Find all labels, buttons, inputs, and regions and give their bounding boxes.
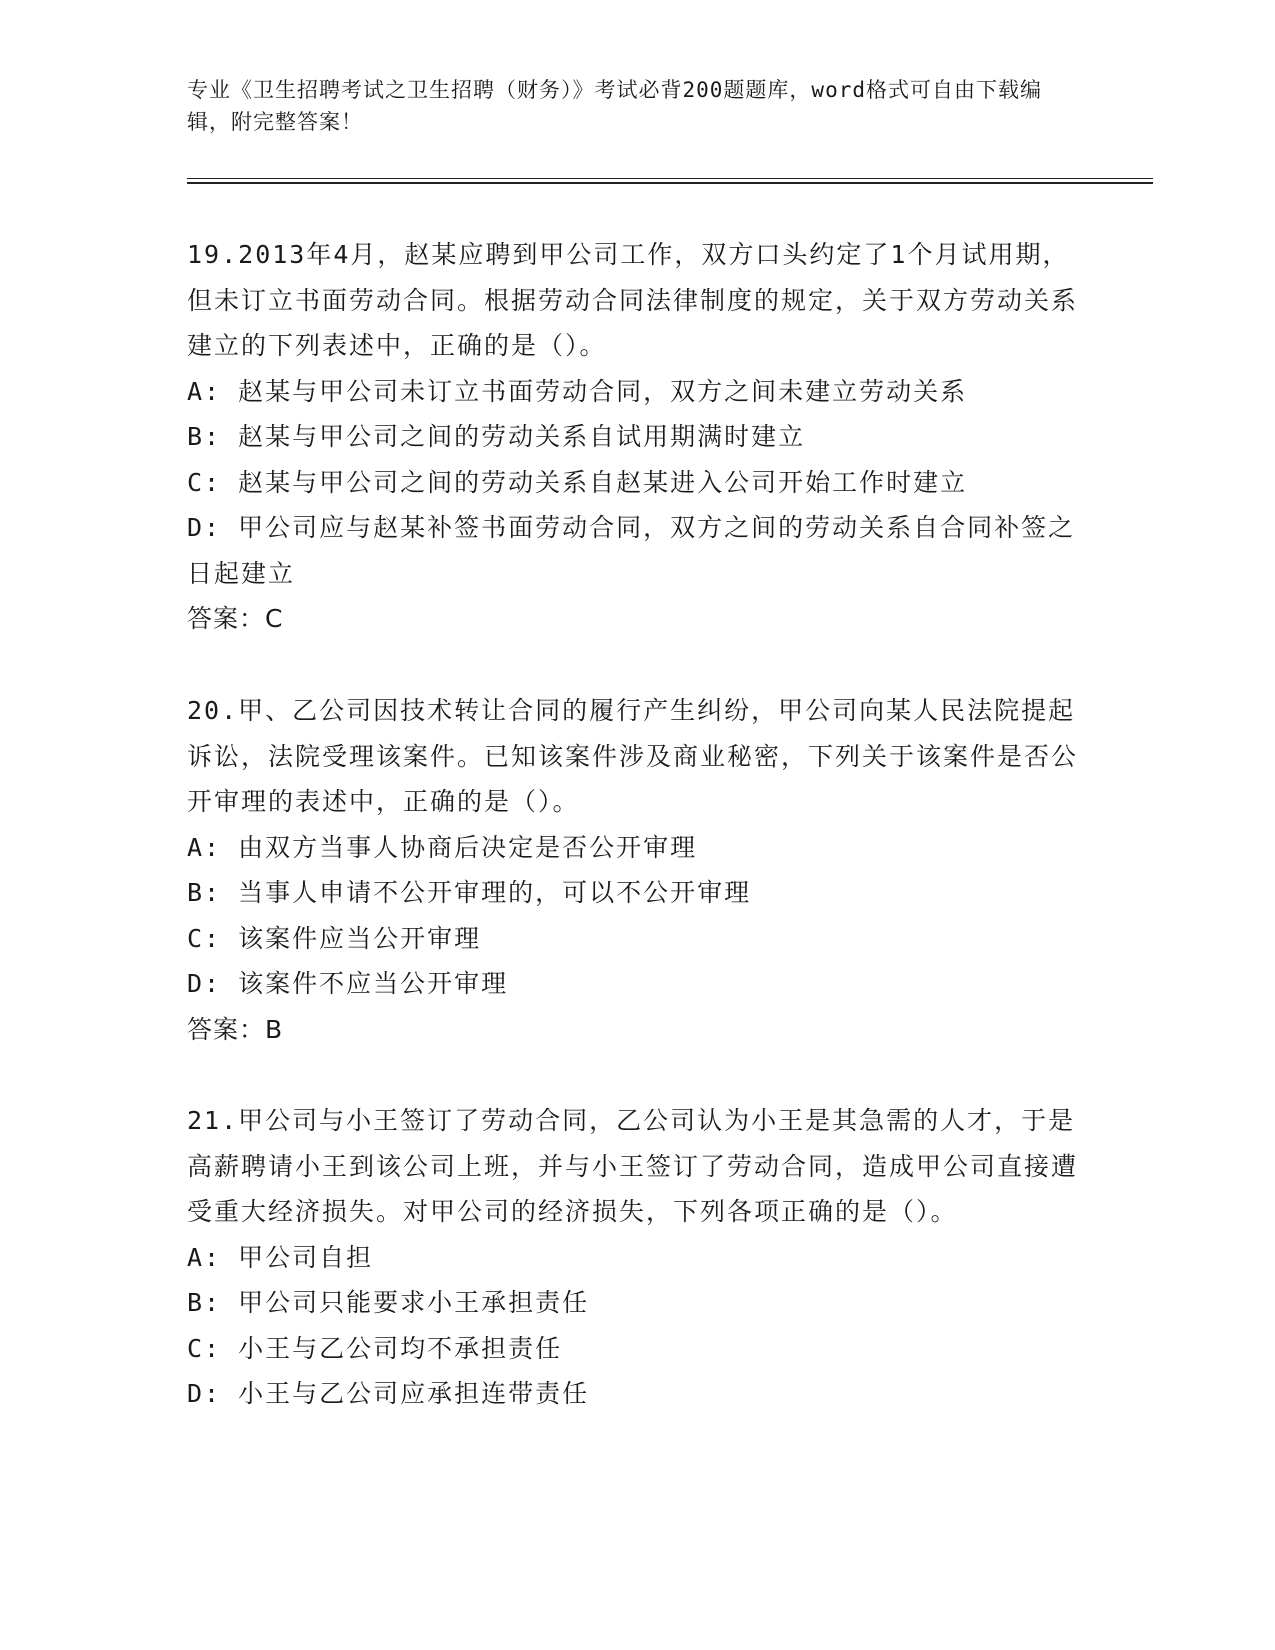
option-text: 该案件应当公开审理 [238, 923, 482, 953]
option-text: 小王与乙公司应承担连带责任 [238, 1379, 590, 1408]
option-b [187, 414, 1087, 460]
option-c [187, 460, 1087, 506]
option-d [187, 1371, 1087, 1417]
question-stem: 19.2013年4月，赵某应聘到甲公司工作，双方口头约定了1个月试用期，但未订立书面劳动合同。根据劳动合同法律制度的规定，关于双方劳动关系建立的下列表述中，正确的是（）。 [187, 240, 1079, 360]
header-divider-thin [187, 178, 1153, 179]
option-text: 赵某与甲公司未订立书面劳动合同，双方之间未建立劳动关系 [238, 376, 968, 406]
option-letter: D: [187, 1379, 222, 1408]
answer-line: 答案：B [187, 1014, 284, 1044]
option-d [187, 961, 1087, 1007]
option-b [187, 1280, 1087, 1326]
question-stem: 20.甲、乙公司因技术转让合同的履行产生纠纷，甲公司向某人民法院提起诉讼，法院受理该案件。已知该案件涉及商业秘密，下列关于该案件是否公开审理的表述中，正确的是（）。 [187, 696, 1079, 816]
option-text: 由双方当事人协商后决定是否公开审理 [238, 832, 698, 862]
option-letter: C: [187, 923, 222, 953]
question-stem: 21.甲公司与小王签订了劳动合同，乙公司认为小王是其急需的人才，于是高薪聘请小王到该公司上班，并与小王签订了劳动合同，造成甲公司直接遭受重大经济损失。对甲公司的经济损失，下列各项正确的是（）。 [187, 1106, 1079, 1226]
option-text: 甲公司自担 [238, 1242, 374, 1272]
answer-line: 答案：C [187, 604, 284, 633]
option-letter: D: [187, 513, 222, 542]
question-19 [187, 232, 1087, 642]
option-letter: A: [187, 1242, 222, 1272]
option-text: 赵某与甲公司之间的劳动关系自试用期满时建立 [238, 422, 806, 451]
option-letter: A: [187, 832, 222, 862]
option-text: 该案件不应当公开审理 [238, 969, 509, 998]
option-a [187, 825, 1087, 871]
option-text: 甲公司应与赵某补签书面劳动合同，双方之间的劳动关系自合同补签之日起建立 [187, 513, 1076, 588]
option-text: 小王与乙公司均不承担责任 [238, 1333, 563, 1363]
option-letter: C: [187, 467, 222, 497]
option-d [187, 505, 1087, 596]
question-20 [187, 688, 1087, 1052]
option-letter: C: [187, 1333, 222, 1363]
option-c [187, 916, 1087, 962]
option-a [187, 1235, 1087, 1281]
option-c [187, 1326, 1087, 1372]
option-text: 甲公司只能要求小王承担责任 [238, 1288, 590, 1317]
option-b [187, 870, 1087, 916]
header-divider-thick [187, 182, 1153, 184]
option-letter: D: [187, 969, 222, 998]
option-letter: B: [187, 1288, 222, 1317]
option-letter: A: [187, 376, 222, 406]
option-text: 当事人申请不公开审理的，可以不公开审理 [238, 878, 752, 907]
document-header: 专业《卫生招聘考试之卫生招聘（财务）》考试必背200题题库，word格式可自由下载编辑，附完整答案！ [187, 78, 1042, 134]
question-21 [187, 1098, 1087, 1417]
option-text: 赵某与甲公司之间的劳动关系自赵某进入公司开始工作时建立 [238, 467, 968, 497]
option-letter: B: [187, 878, 222, 907]
option-a [187, 369, 1087, 415]
option-letter: B: [187, 422, 222, 451]
